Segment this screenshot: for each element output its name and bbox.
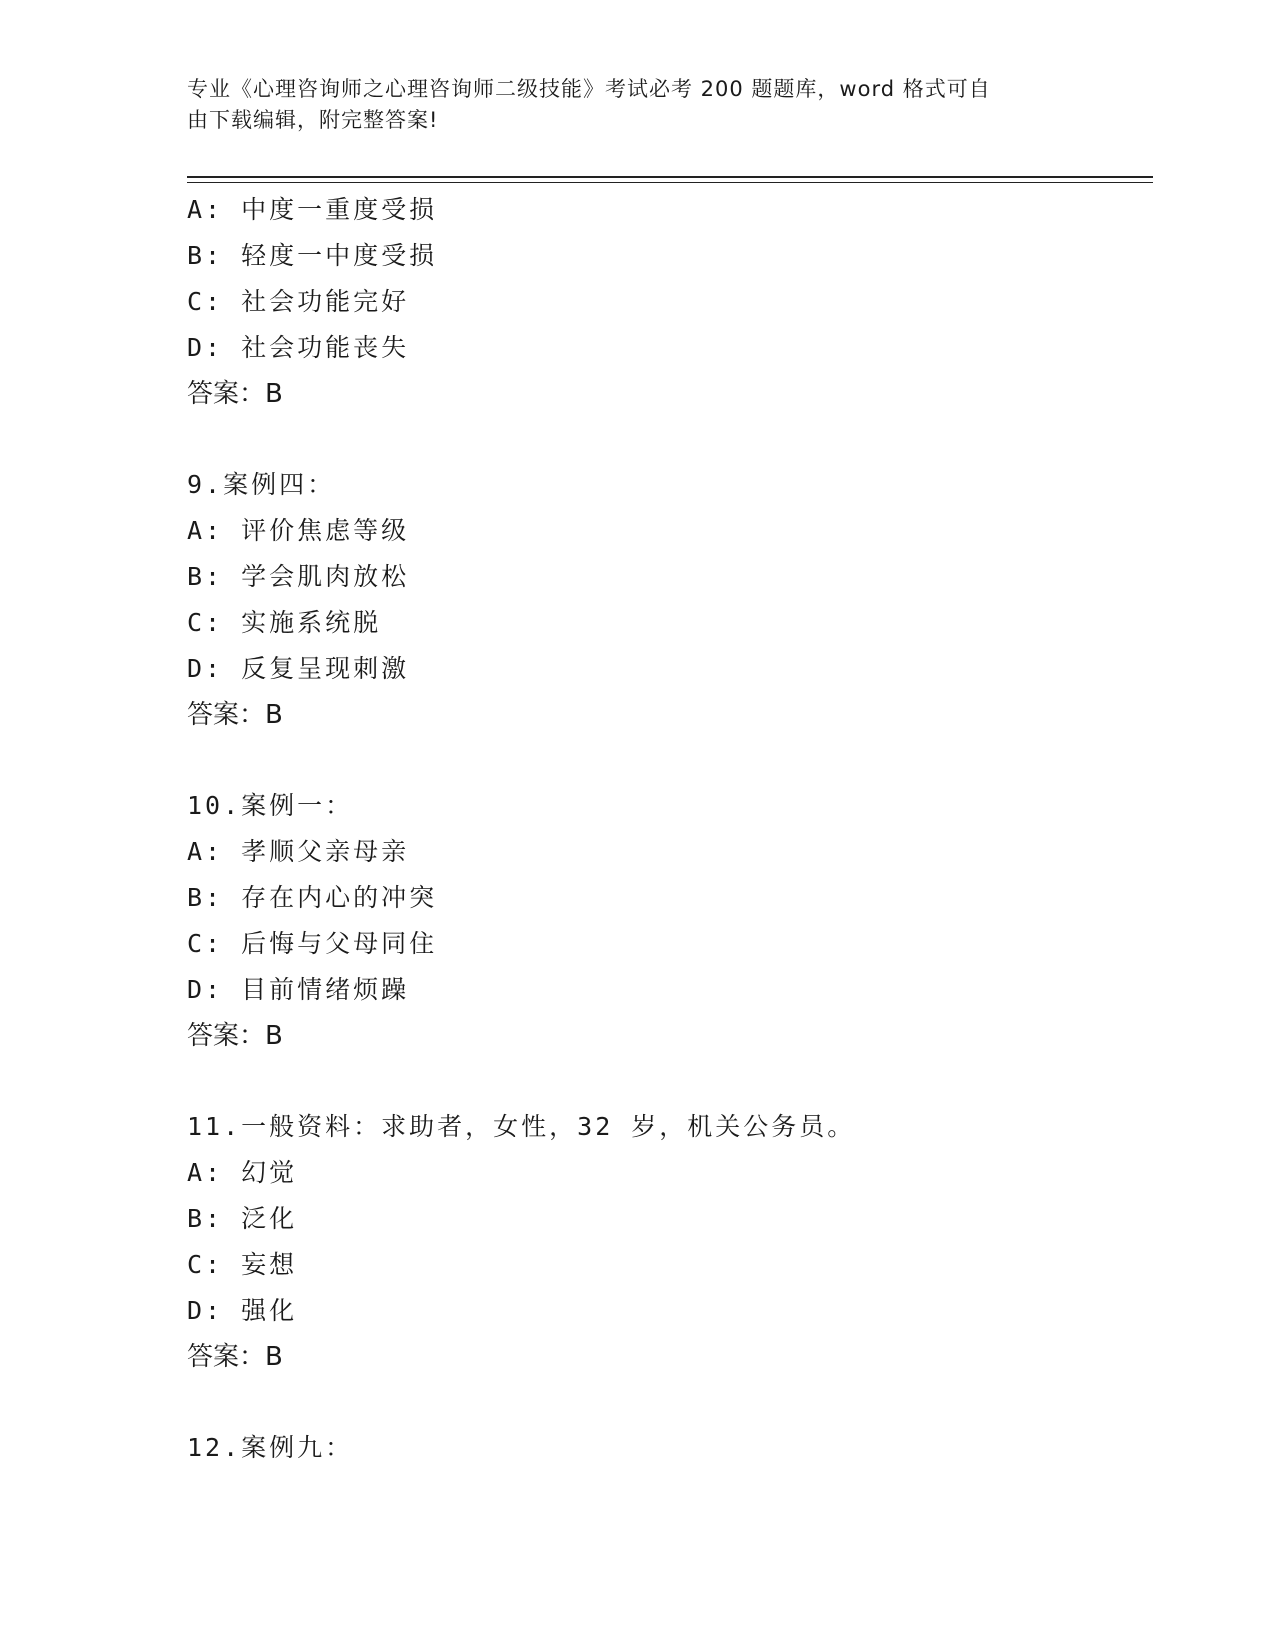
- answer-line: 答案：B: [187, 1342, 283, 1372]
- option-c: C: 后悔与父母同住: [187, 929, 438, 958]
- answer-line: 答案：B: [187, 700, 283, 730]
- block-spacer: [187, 738, 1153, 783]
- header-rule-thin: [187, 182, 1153, 183]
- option-c: C: 妄想: [187, 1250, 298, 1279]
- block-spacer: [187, 1380, 1153, 1425]
- answer-line: 答案：B: [187, 379, 283, 409]
- question-title: 12.案例九：: [187, 1433, 354, 1462]
- question-title: 10.案例一：: [187, 791, 354, 820]
- question-list: [187, 187, 1153, 1471]
- option-b: B: 轻度一中度受损: [187, 241, 438, 270]
- option-d: D: 强化: [187, 1296, 298, 1325]
- answer-line: 答案：B: [187, 1021, 283, 1051]
- option-a: A: 孝顺父亲母亲: [187, 837, 410, 866]
- question-title: 11.一般资料：求助者，女性，32 岁，机关公务员。: [187, 1112, 856, 1141]
- option-d: D: 社会功能丧失: [187, 333, 410, 362]
- question-title: 9.案例四：: [187, 470, 336, 499]
- block-spacer: [187, 417, 1153, 462]
- option-a: A: 评价焦虑等级: [187, 516, 410, 545]
- document-header: [187, 74, 1087, 136]
- header-line-1: 专业《心理咨询师之心理咨询师二级技能》考试必考 200 题题库，word 格式可自: [187, 77, 991, 101]
- option-a: A: 幻觉: [187, 1158, 298, 1187]
- option-d: D: 反复呈现刺激: [187, 654, 410, 683]
- option-b: B: 存在内心的冲突: [187, 883, 438, 912]
- option-d: D: 目前情绪烦躁: [187, 975, 410, 1004]
- block-spacer: [187, 1059, 1153, 1104]
- header-rule-thick: [187, 176, 1153, 178]
- option-c: C: 实施系统脱: [187, 608, 382, 637]
- option-b: B: 泛化: [187, 1204, 298, 1233]
- option-b: B: 学会肌肉放松: [187, 562, 410, 591]
- option-c: C: 社会功能完好: [187, 287, 410, 316]
- header-line-2: 由下载编辑，附完整答案!: [187, 108, 439, 132]
- option-a: A: 中度一重度受损: [187, 195, 438, 224]
